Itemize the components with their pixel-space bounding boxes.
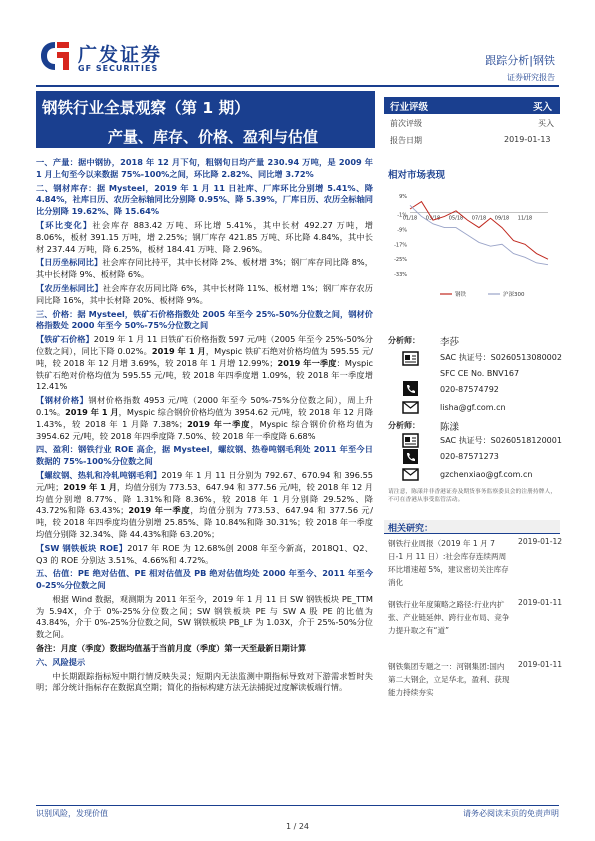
- analyst-email: gzchenxiao@gf.com.cn: [440, 470, 533, 479]
- tag-label: 【农历坐标同比】: [36, 282, 103, 293]
- tag-label: 【螺纹钢、热轧和冷轧吨钢毛利】: [36, 469, 162, 480]
- header-divider: [36, 85, 559, 87]
- footer-disclaimer: 请务必阅读末页的免责声明: [463, 809, 559, 818]
- related-item-text[interactable]: 钢铁集团专题之一：河钢集团:国内第二大钢企，立足华北，盈利、获现能力持续夯实: [388, 662, 510, 697]
- paragraph-text: ，均值分别为 773.53、647.94 和 377.56 元/吨，较 2018 年 12 月均值分别增 8.77%、降 1.31%和降 8.36%，较 2018 年 1 月分别降 29.52%、降 43.72%和降 63.43%；: [36, 481, 373, 516]
- analyst-phone: 020-87571273: [440, 452, 499, 461]
- x-tick-label: 09/18: [494, 215, 510, 222]
- period-label: 2019 年一季度: [187, 418, 251, 429]
- relative-performance-chart: [388, 190, 556, 302]
- brand-name: 广发证券: [78, 44, 163, 66]
- paragraph-text: ，均值分别为 773.53、647.94 和 377.56 元/吨，较 2018 年四季度均值分别增 25.85%、降 10.84%和降 30.31%；较 2018 年一季度均值分别降 32.34%、降 44.43%和降 63.20%；: [36, 505, 373, 539]
- paragraph-text: 根据 Wind 数据，观测期为 2011 年至今，2019 年 1 月 11 日 SW 钢铁板块 PE_TTM 为 5.94X，介于 0%-25%分位数之间；SW 钢铁板块 PE 与 SW A 股 PE 的比值为 43.84%，介于 0%-25%分位数之间，SW 钢铁板块 PB_LF 为 1.03X，介于 25%-50%分位数之间。: [36, 593, 373, 640]
- related-item-date: 2019-01-11: [518, 598, 563, 607]
- rating-label: 行业评级: [390, 102, 429, 113]
- tag-label: 【环比变化】: [36, 219, 93, 230]
- x-tick-label: 05/18: [448, 215, 464, 222]
- report-body: [36, 157, 373, 696]
- x-tick-label: 07/18: [471, 215, 487, 222]
- paragraph-text: ，Myspic 铁矿石绝对价格均值为 595.55 元/吨，较 2018 年 12 月增 3.69%，较 2018 年 1 月增 12.99%；: [36, 345, 373, 368]
- related-item-text[interactable]: 钢铁行业年度策略之路径:行业内扩张、产业链延伸、跨行业布局、竞争力提升取之有“道”: [388, 600, 510, 635]
- tag-label: 【日历坐标同比】: [36, 257, 103, 268]
- paragraph-text: ，Myspic 综合钢价价格均值为 3954.62 元/吨，较 2018 年四季度降 7.50%、较 2018 年一季度降 6.68%: [36, 418, 373, 441]
- report-type: 证券研究报告: [507, 73, 555, 82]
- report-date-value: 2019-01-13: [504, 135, 551, 144]
- gf-logo-icon: [38, 40, 72, 72]
- x-tick-label: 03/18: [425, 215, 441, 222]
- analyst-role: 分析师：: [388, 421, 420, 430]
- period-label: 2019 年 1 月: [63, 481, 117, 492]
- market-section-title: 相对市场表现: [388, 170, 446, 181]
- email-icon: [402, 399, 419, 416]
- tag-label: 【SW 钢铁板块 ROE】: [36, 542, 128, 553]
- paragraph: [36, 395, 373, 442]
- y-tick-label: -1%: [397, 212, 407, 219]
- x-tick-label: 01/18: [402, 215, 418, 222]
- paragraph: [36, 543, 373, 567]
- legend-label: 沪深300: [503, 292, 525, 298]
- related-item-text[interactable]: 钢铁行业周报（2019 年 1 月 7 日-1 月 11 日）:社会库存连续两周环比增速超 5%，建议密切关注库存消化: [388, 539, 509, 587]
- phone-icon: [402, 448, 419, 465]
- prev-rating-label: 前次评级: [390, 119, 422, 128]
- analyst-email: lisha@gf.com.cn: [440, 403, 506, 412]
- analyst-name: 李莎: [440, 337, 460, 348]
- section-valuation-heading: 五、估值：PE 绝对估值、PE 相对估值及 PB 绝对估值均处 2000 年至今、2011 年至今 0-25%分位数之间: [36, 568, 373, 591]
- paragraph-text: 2017 年 ROE 为 12.68%创 2008 年至今新高，2018Q1、Q2、Q3 的 ROE 分别达 3.51%、4.66%和 4.72%。: [36, 542, 373, 565]
- paragraph: [36, 257, 373, 281]
- analyst-sac: SAC 执证号：S0260518120001: [440, 436, 562, 445]
- footer-slogan: 识别风险，发现价值: [36, 809, 108, 818]
- period-label: 2019 年 1 月: [65, 406, 119, 417]
- steel-series-line: [410, 202, 548, 260]
- analyst-name: 陈漾: [440, 422, 460, 433]
- paragraph: [36, 220, 373, 255]
- paragraph-text: ：Myspic 铁矿石绝对价格均值为 595.55 元/吨，较 2018 年四季度增 1.09%，较 2018 年一季度增 12.41%: [36, 357, 374, 392]
- paragraph: [36, 470, 373, 541]
- paragraph-text: 2019 年 1 月 11 日铁矿石价格指数 597 元/吨（2005 年至今 25%-50%分位数之间），同比下降 0.02%。: [36, 334, 373, 356]
- section-production-heading: 一、产量：据中钢协，2018 年 12 月下旬，粗钢旬日均产量 230.94 万吨，是 2009 年 1 月上旬至今以来数据 75%-100%之间，环比降 2.82%、同比增 3.72%: [36, 157, 373, 179]
- id-card-icon: [402, 432, 419, 449]
- csi300-series-line: [410, 205, 548, 264]
- report-category: 跟踪分析|钢铁: [485, 54, 555, 67]
- paragraph-text: 钢材价格指数 4953 元/吨（2000 年至今 50%-75%分位数之间），周上升 0.1%。: [36, 395, 373, 417]
- legend-label: 钢铁: [455, 292, 467, 298]
- analyst-phone: 020-87574792: [440, 385, 499, 394]
- tag-label: 【钢材价格】: [36, 395, 89, 406]
- report-date-label: 报告日期: [390, 136, 422, 145]
- paragraph-text: 2019 年 1 月 11 日分别为 792.67、670.94 和 396.55 元/吨；: [36, 469, 373, 492]
- y-tick-label: -25%: [394, 257, 407, 264]
- paragraph: [36, 283, 373, 307]
- page-number: 1 / 24: [285, 822, 310, 831]
- paragraph-text: 社会库存农历同比降 6%，其中长材降 11%、板材增 1%；钢厂库存农历同比降 16%，其中长材降 20%、板材降 9%。: [36, 282, 373, 305]
- y-tick-label: -33%: [394, 272, 407, 278]
- paragraph-text: 社会库存同比持平，其中长材降 2%、板材增 3%；钢厂库存同比降 8%，其中长材降 9%、板材降 6%。: [36, 257, 373, 280]
- report-title: 钢铁行业全景观察（第 1 期）: [42, 99, 250, 117]
- note: 备注：月度（季度）数据均值基于当前月度（季度）第一天至最新日期计算: [36, 643, 307, 654]
- analyst-sac: SAC 执证号：S0260513080002: [440, 353, 562, 362]
- analyst-role: 分析师：: [388, 336, 420, 345]
- period-label: 2019 年一季度: [277, 357, 337, 368]
- analyst-cfe: SFC CE No. BNV167: [440, 369, 520, 378]
- brand-name-en: GF SECURITIES: [78, 64, 159, 73]
- y-tick-label: 9%: [399, 194, 407, 200]
- phone-icon: [402, 380, 419, 397]
- related-title: 相关研究：: [388, 524, 434, 534]
- related-item-date: 2019-01-11: [518, 660, 563, 669]
- tag-label: 【铁矿石价格】: [36, 334, 94, 345]
- section-price-heading: 三、价格：据 Mysteel，铁矿石价格指数处 2005 年至今 25%-50%分位数之间，钢材价格指数处 2000 年至今 50%-75%分位数之间: [36, 308, 373, 331]
- period-label: 2019 年 1 月: [151, 345, 206, 356]
- paragraph-text: ，Myspic 综合钢价价格均值为 3954.62 元/吨，较 2018 年 12 月降 1.43%，较 2018 年 1 月降 7.38%；: [36, 406, 373, 429]
- related-item-date: 2019-01-12: [518, 537, 563, 546]
- analyst-disclaimer: 请注意，陈漾并非香港证券及期货事务监察委员会的注册持牌人，不可在香港从事受监管活动。: [388, 489, 557, 503]
- period-label: 2019 年一季度: [128, 505, 191, 516]
- id-card-icon: [402, 350, 419, 367]
- rating-value: 买入: [533, 102, 553, 113]
- section-profit-heading: 四、盈利：钢铁行业 ROE 高企，据 Mysteel，螺纹钢、热卷吨钢毛利处 2011 年至今日数据的 75%-100%分位数之间: [36, 444, 373, 467]
- paragraph-text: 中长期跟踪指标短中期行情反映失灵；短期内无法监测中期指标导致对下游需求暂时失明；部分统计指标存在数据真空期；简化的指标构建方法无法捕捉过度解读板端行情。: [36, 670, 373, 693]
- prev-rating-value: 买入: [538, 119, 554, 128]
- paragraph: [36, 334, 373, 393]
- y-tick-label: -9%: [397, 227, 407, 234]
- section-risk-heading: 六、风险提示: [36, 656, 86, 667]
- x-tick-label: 11/18: [517, 215, 533, 222]
- report-subtitle: 产量、库存、价格、盈利与估值: [108, 128, 319, 146]
- email-icon: [402, 466, 419, 483]
- section-inventory-heading: 二、钢材库存：据 Mysteel，2019 年 1 月 11 日社库、厂库环比分别增 5.41%、降 4.84%，社库日历、农历全标轴同比分别降 0.95%、降 5.39%，厂库日历、农历全标轴同比分别降 19.62%、降 15.64%: [36, 182, 373, 217]
- footer-divider: [36, 805, 559, 806]
- paragraph-text: 社会库存 883.42 万吨、环比增 5.41%，其中长材 492.27 万吨，增 8.06%，板材 391.15 万吨，增 2.25%；钢厂库存 421.85 万吨、环比降 4.84%，其中长材 237.44 万吨，降 6.25%，板材 184.41 万吨、降 2.96%。: [36, 219, 373, 254]
- y-tick-label: -17%: [394, 242, 407, 249]
